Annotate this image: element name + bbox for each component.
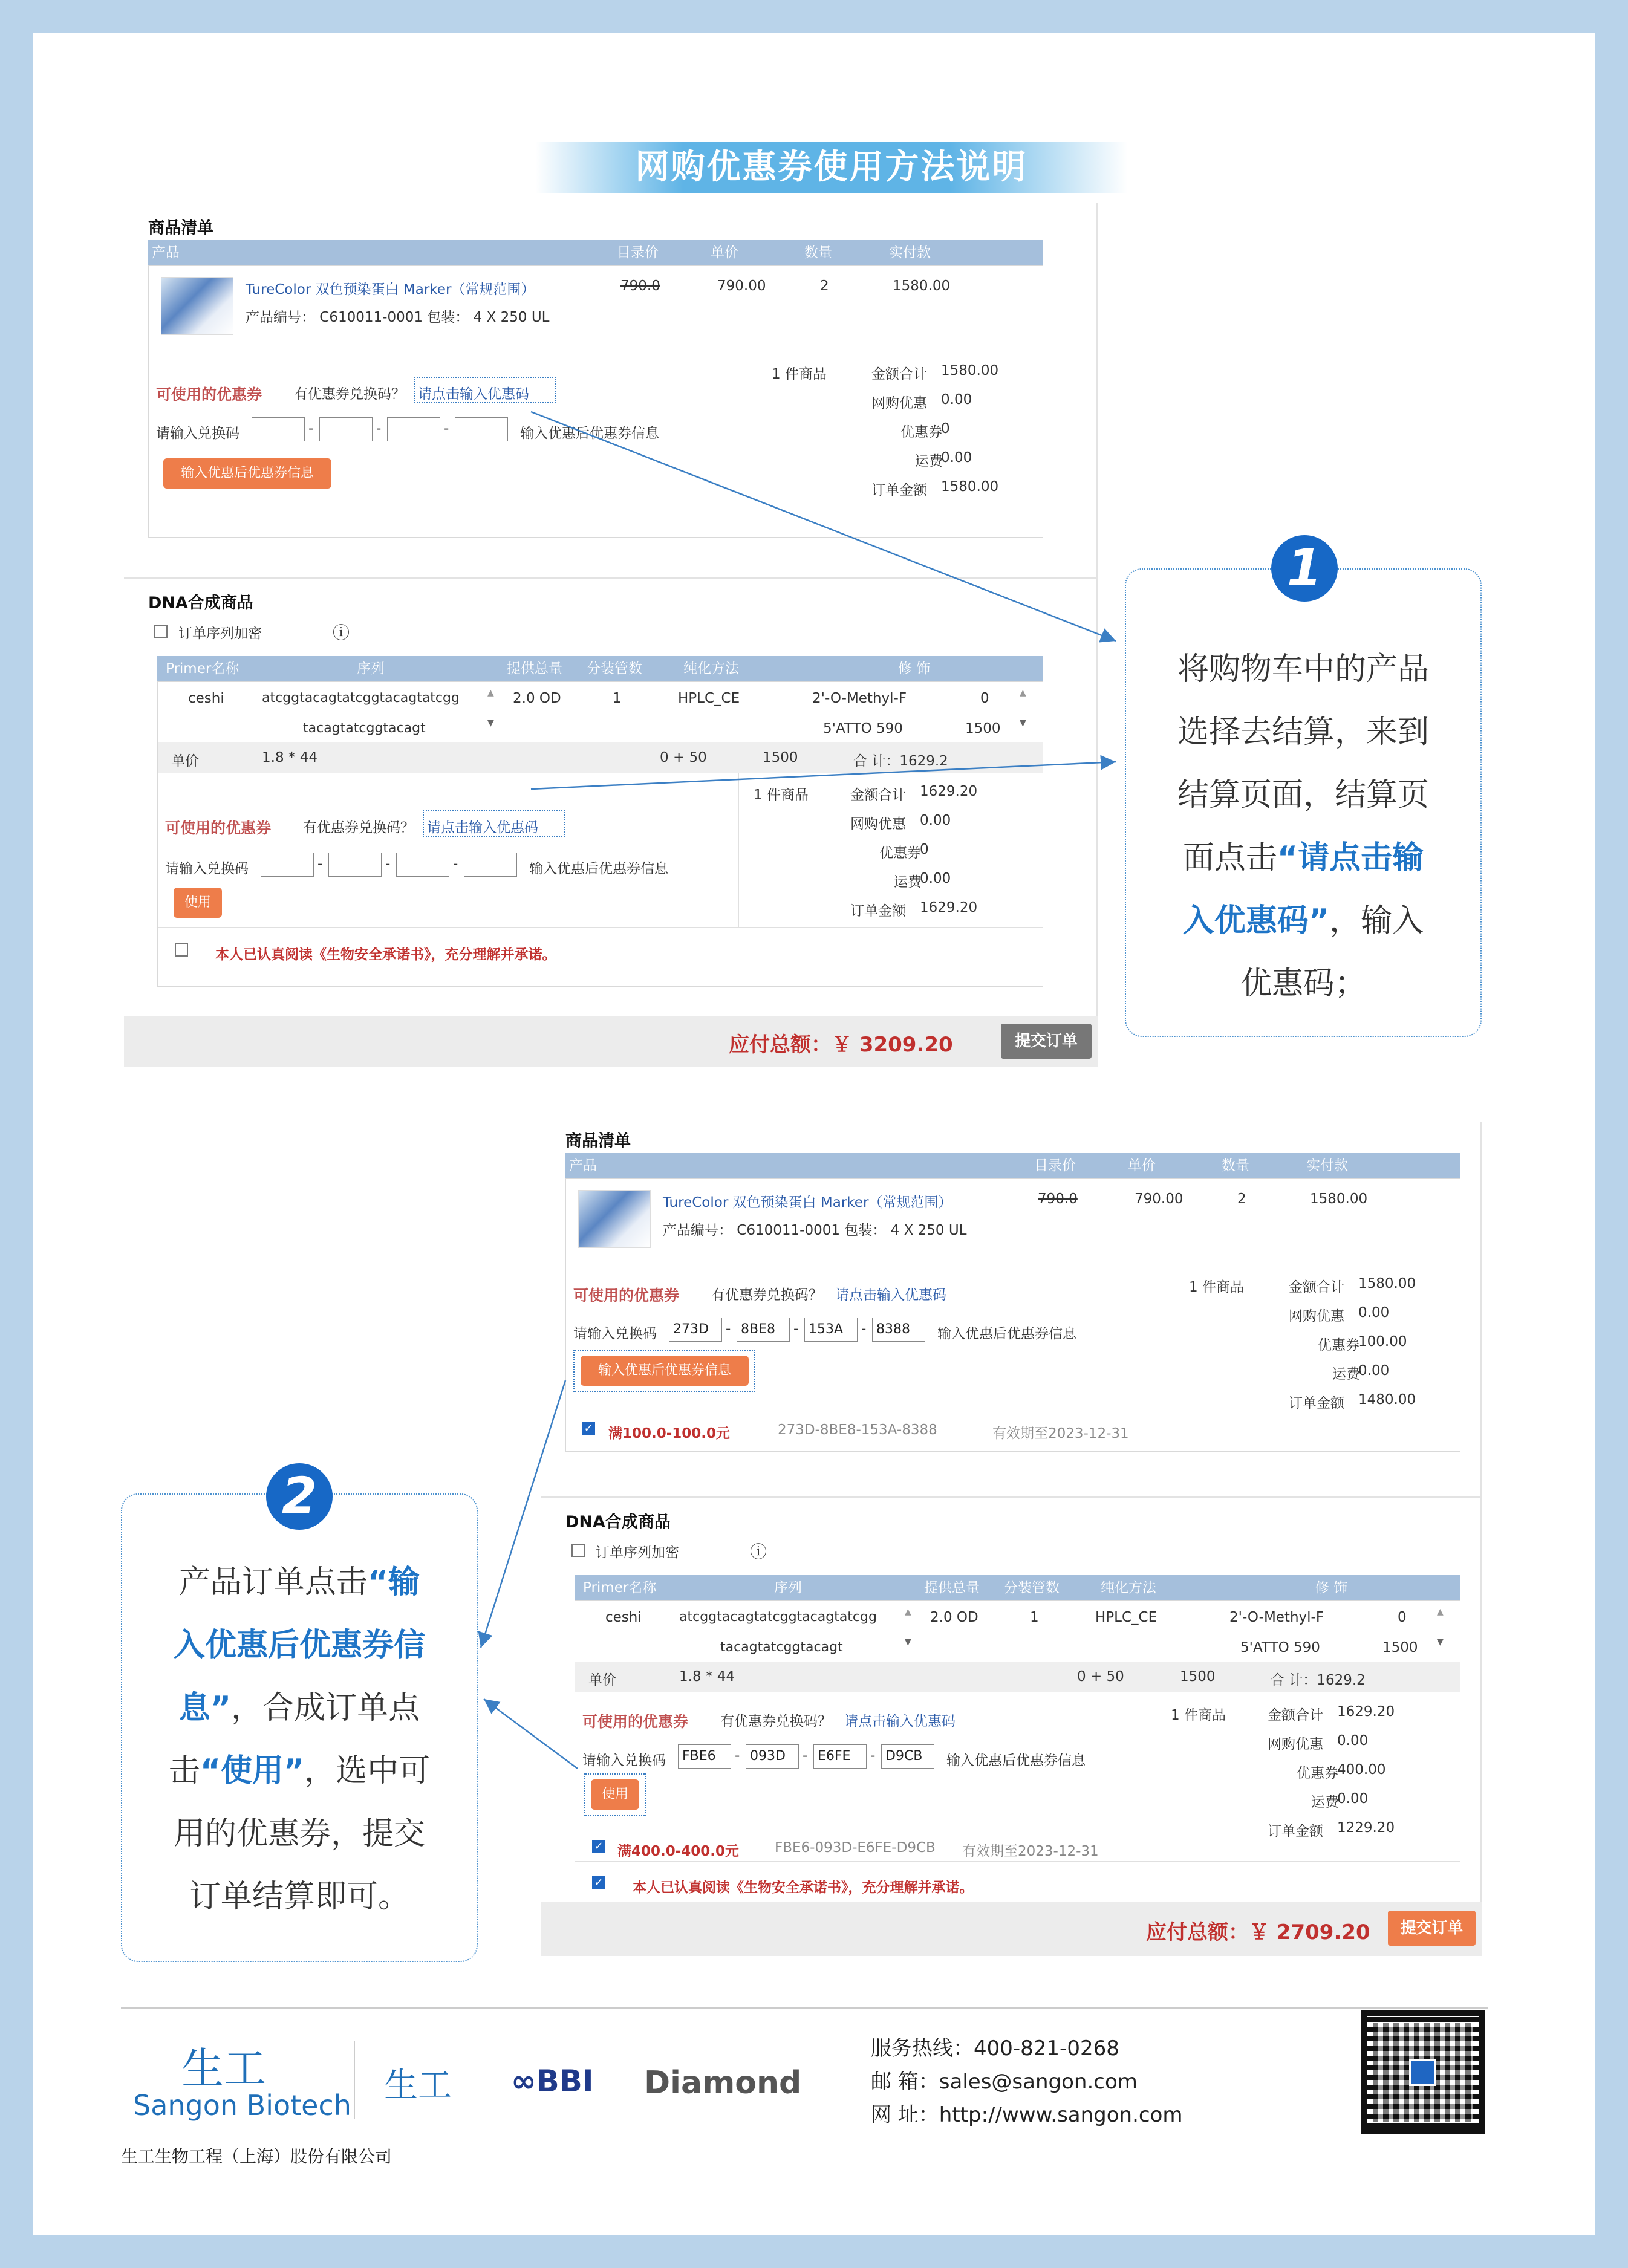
sum-value: 0.00: [1337, 1733, 1369, 1749]
col-product: 产品: [152, 245, 180, 261]
footer-divider: [121, 2007, 1488, 2009]
callout-line: 选择去结算，来到: [1177, 714, 1429, 750]
product-name-link[interactable]: TureColor 双色预染蛋白 Marker（常规范围）: [663, 1195, 952, 1210]
sum-label: 优惠券: [1297, 1766, 1338, 1781]
scroll-up-icon[interactable]: ▲: [1020, 688, 1026, 698]
agree-text: 本人已认真阅读《生物安全承诺书》，充分理解并承诺。: [215, 947, 556, 963]
step-1-badge: 1: [1271, 535, 1338, 602]
list-price: 790.0: [1038, 1191, 1078, 1207]
email: 邮 箱：sales@sangon.com: [871, 2070, 1138, 2094]
sum-value: 0.00: [920, 813, 951, 828]
modification: 2'-O-Methyl-F: [812, 690, 907, 706]
apply-coupon-button[interactable]: 输入优惠后优惠券信息: [581, 1356, 749, 1386]
col-list-price: 目录价: [1034, 1158, 1076, 1174]
sum-label: 优惠券: [900, 424, 942, 440]
unit-price: 790.00: [1135, 1191, 1184, 1207]
enter-hint: 输入优惠后优惠券信息: [946, 1753, 1086, 1769]
product-name-link[interactable]: TureColor 双色预染蛋白 Marker（常规范围）: [246, 282, 535, 297]
modification: 5'ATTO 590: [823, 721, 903, 736]
total-amount: 应付总额：￥ 2709.20: [1146, 1920, 1370, 1945]
enter-code-link[interactable]: 请点击输入优惠码: [418, 386, 529, 402]
quantity: 2: [1237, 1191, 1246, 1207]
dash: -: [453, 856, 458, 872]
callout-highlight: 息”: [178, 1690, 232, 1726]
coupon-code: 273D-8BE8-153A-8388: [778, 1422, 937, 1438]
col-paid: 实付款: [889, 245, 931, 261]
apply-coupon-button[interactable]: 输入优惠后优惠券信息: [163, 458, 331, 489]
callout-text: ，选中可: [304, 1753, 431, 1789]
unit-label: 单价: [171, 753, 199, 769]
product-code: 产品编号： C610011-0001 包装： 4 X 250 UL: [246, 310, 550, 325]
col-tubes: 分装管数: [1004, 1580, 1060, 1596]
agree-text: 本人已认真阅读《生物安全承诺书》，充分理解并承诺。: [633, 1880, 974, 1896]
sum-value: 0: [941, 421, 950, 437]
col-list-price: 目录价: [617, 245, 659, 261]
amount: 2.0 OD: [930, 1610, 978, 1625]
sum-label: 订单金额: [850, 903, 906, 919]
arrow: [531, 412, 1116, 641]
col-primer: Primer名称: [583, 1580, 657, 1596]
page-title: 网购优惠券使用方法说明: [535, 142, 1128, 193]
dash: -: [317, 856, 323, 872]
diamond-logo: Diamond: [644, 2065, 802, 2101]
col-purify: 纯化方法: [683, 661, 739, 677]
have-code-text: 有优惠券兑换码？: [711, 1287, 822, 1303]
primer-name: ceshi: [605, 1610, 642, 1625]
mod-price: 1500: [763, 750, 798, 765]
goods-heading: 商品清单: [148, 219, 213, 238]
dash: -: [793, 1321, 799, 1337]
arrow: [481, 1380, 565, 1648]
scroll-down-icon[interactable]: ▼: [1020, 718, 1026, 728]
item-count: 1 件商品: [772, 366, 827, 382]
sum-value: 1580.00: [1358, 1276, 1416, 1292]
scroll-up-icon[interactable]: ▲: [905, 1607, 911, 1617]
help-icon[interactable]: ⓘ: [750, 1542, 767, 1562]
purify-price: 0 + 50: [1077, 1669, 1124, 1685]
coupon-checkbox[interactable]: ✓: [592, 1840, 605, 1853]
coupon-expiry: 有效期至2023-12-31: [992, 1426, 1129, 1441]
modification-value: 0: [1398, 1610, 1407, 1625]
sum-label: 订单金额: [871, 483, 927, 498]
col-amount: 提供总量: [507, 661, 562, 677]
sum-value: 1229.20: [1337, 1820, 1395, 1836]
code-input-2[interactable]: 8BE8: [737, 1318, 790, 1342]
scroll-down-icon[interactable]: ▼: [487, 718, 494, 728]
unit-value: 1.8 * 44: [679, 1669, 735, 1685]
col-qty: 数量: [804, 245, 832, 261]
col-primer: Primer名称: [166, 661, 239, 677]
dash: -: [726, 1321, 731, 1337]
arrow: [531, 762, 1116, 789]
sum-label: 金额合计: [1268, 1707, 1323, 1723]
tubes: 1: [613, 690, 622, 706]
subtotal: 合 计：1629.2: [853, 753, 948, 769]
sum-value: 0.00: [920, 871, 951, 886]
code-input-3[interactable]: E6FE: [813, 1744, 867, 1769]
coupon-label: 可使用的优惠券: [582, 1713, 689, 1730]
modification: 2'-O-Methyl-F: [1229, 1610, 1324, 1625]
enter-hint: 输入优惠后优惠券信息: [937, 1326, 1076, 1342]
paid-amount: 1580.00: [1310, 1191, 1368, 1207]
col-product: 产品: [569, 1158, 597, 1174]
sum-label: 金额合计: [850, 787, 906, 803]
scroll-down-icon[interactable]: ▼: [1437, 1637, 1444, 1647]
col-mod: 修 饰: [1315, 1580, 1348, 1596]
sum-label: 网购优惠: [871, 395, 927, 411]
sum-label: 运费: [1311, 1795, 1339, 1810]
modification-value: 1500: [965, 721, 1001, 736]
scroll-up-icon[interactable]: ▲: [1437, 1607, 1444, 1617]
quantity: 2: [820, 278, 829, 294]
goods-heading: 商品清单: [565, 1132, 631, 1151]
unit-value: 1.8 * 44: [262, 750, 317, 765]
enter-code-label: 请输入兑换码: [156, 426, 239, 441]
callout-line: 结算页面，结算页: [1177, 777, 1429, 813]
dash: -: [444, 421, 449, 437]
product-code: 产品编号： C610011-0001 包装： 4 X 250 UL: [663, 1223, 967, 1238]
modification-value: 0: [980, 690, 989, 706]
item-count: 1 件商品: [1189, 1279, 1244, 1295]
list-price: 790.0: [620, 278, 660, 294]
coupon-name: 满400.0-400.0元: [617, 1844, 740, 1859]
coupon-code: FBE6-093D-E6FE-D9CB: [775, 1840, 936, 1856]
coupon-name: 满100.0-100.0元: [608, 1426, 731, 1441]
code-input-2[interactable]: 093D: [746, 1744, 799, 1769]
unit-label: 单价: [588, 1672, 616, 1688]
have-code-text: 有优惠券兑换码？: [294, 386, 405, 402]
company-name: 生工生物工程（上海）股份有限公司: [121, 2146, 392, 2166]
purify-price: 0 + 50: [660, 750, 707, 765]
code-input-3[interactable]: 153A: [804, 1318, 858, 1342]
submit-order-button[interactable]: 提交订单: [1388, 1911, 1476, 1946]
have-code-text: 有优惠券兑换码？: [303, 820, 414, 836]
col-paid: 实付款: [1306, 1158, 1348, 1174]
callout-text: ，合成订单点: [231, 1690, 420, 1726]
modification: 5'ATTO 590: [1240, 1640, 1320, 1656]
coupon-label: 可使用的优惠券: [165, 819, 272, 837]
dash: -: [870, 1748, 876, 1764]
col-seq: 序列: [774, 1580, 802, 1596]
col-unit-price: 单价: [1128, 1158, 1156, 1174]
sum-value: 0.00: [1358, 1305, 1390, 1321]
sum-label: 运费: [1332, 1366, 1360, 1382]
sum-label: 优惠券: [1318, 1337, 1359, 1353]
callout-line: 订单结算即可。: [189, 1879, 409, 1915]
unit-price: 790.00: [717, 278, 766, 294]
sum-label: 运费: [915, 453, 943, 469]
submit-order-button[interactable]: 提交订单: [1001, 1024, 1092, 1059]
dna-heading: DNA合成商品: [565, 1513, 671, 1532]
bbi-mark-icon: ∞: [511, 2064, 536, 2099]
sum-value: 1480.00: [1358, 1392, 1416, 1408]
sum-label: 网购优惠: [1268, 1737, 1323, 1752]
callout-line: 优惠码；: [1240, 966, 1366, 1002]
sequence-line: atcggtacagtatcggtacagtatcgg: [262, 690, 460, 706]
encrypt-label: 订单序列加密: [596, 1545, 679, 1561]
sum-value: 1580.00: [941, 363, 999, 379]
use-button[interactable]: 使用: [174, 888, 222, 918]
scroll-up-icon[interactable]: ▲: [487, 688, 494, 698]
logo-divider: [354, 2041, 355, 2119]
paid-amount: 1580.00: [893, 278, 951, 294]
col-mod: 修 饰: [898, 661, 931, 677]
code-input-1[interactable]: FBE6: [678, 1744, 731, 1769]
sequence-line: tacagtatcggtacagt: [720, 1640, 843, 1655]
sum-value: 1629.20: [920, 900, 978, 915]
code-input-4[interactable]: D9CB: [881, 1744, 934, 1769]
sum-value: 0: [920, 842, 929, 857]
sum-label: 订单金额: [1268, 1824, 1323, 1839]
callout-line: 用的优惠券，提交: [173, 1816, 425, 1852]
enter-hint: 输入优惠后优惠券信息: [520, 426, 659, 441]
sum-value: 100.00: [1358, 1334, 1407, 1350]
purify-method: HPLC_CE: [678, 690, 740, 706]
sum-label: 金额合计: [1289, 1279, 1344, 1295]
code-input-1[interactable]: 273D: [669, 1318, 722, 1342]
sangon-logo-en: Sangon Biotech: [133, 2089, 351, 2122]
qr-code-icon: [1367, 2016, 1479, 2128]
coupon-expiry: 有效期至2023-12-31: [962, 1844, 1099, 1859]
sum-label: 网购优惠: [850, 816, 906, 832]
step-2-badge: 2: [266, 1463, 333, 1530]
col-purify: 纯化方法: [1101, 1580, 1156, 1596]
amount: 2.0 OD: [513, 690, 561, 706]
subtotal: 合 计：1629.2: [1271, 1672, 1366, 1688]
callout-text: ，输入: [1329, 903, 1424, 939]
sum-value: 0.00: [1337, 1791, 1369, 1807]
sum-value: 1629.20: [1337, 1704, 1395, 1720]
page: [33, 33, 1595, 2235]
callout-highlight: 入优惠后优惠券信: [173, 1627, 425, 1663]
col-amount: 提供总量: [924, 1580, 980, 1596]
code-input-4[interactable]: 8388: [872, 1318, 925, 1342]
agree-checkbox[interactable]: ✓: [592, 1876, 605, 1889]
sum-label: 运费: [894, 874, 922, 890]
sum-value: 0.00: [1358, 1363, 1390, 1379]
coupon-checkbox[interactable]: ✓: [582, 1422, 595, 1435]
callout-text: 产品订单点击: [178, 1564, 368, 1600]
sangon-logo-cn: 生工: [181, 2044, 266, 2093]
arrows: [33, 33, 1595, 2235]
dash: -: [308, 421, 314, 437]
sangon-logo-2: 生工: [384, 2066, 452, 2105]
callout-line: 将购物车中的产品: [1177, 651, 1429, 687]
col-seq: 序列: [357, 661, 385, 677]
dash: -: [385, 856, 391, 872]
scroll-down-icon[interactable]: ▼: [905, 1637, 911, 1647]
arrow: [484, 1699, 578, 1769]
callout-highlight: 入优惠码”: [1182, 903, 1330, 939]
have-code-text: 有优惠券兑换码？: [720, 1714, 832, 1729]
bbi-logo: [511, 2064, 593, 2099]
callout-highlight: “请点击输: [1277, 840, 1424, 876]
callout-highlight: “使用”: [200, 1753, 305, 1789]
dna-heading: DNA合成商品: [148, 594, 253, 612]
sum-label: 优惠券: [879, 845, 921, 861]
enter-code-link[interactable]: 请点击输入优惠码: [427, 820, 538, 836]
col-qty: 数量: [1222, 1158, 1249, 1174]
item-count: 1 件商品: [754, 787, 809, 803]
sum-value: 1580.00: [941, 479, 999, 495]
sequence-line: atcggtacagtatcggtacagtatcgg: [679, 1610, 877, 1625]
use-button[interactable]: 使用: [591, 1779, 639, 1810]
enter-code-link[interactable]: 请点击输入优惠码: [844, 1714, 956, 1729]
item-count: 1 件商品: [1171, 1707, 1226, 1723]
primer-name: ceshi: [188, 690, 224, 706]
hotline: 服务热线：400-821-0268: [871, 2036, 1119, 2061]
sum-value: 400.00: [1337, 1762, 1386, 1778]
tubes: 1: [1030, 1610, 1039, 1625]
dash: -: [376, 421, 382, 437]
enter-code-link[interactable]: 请点击输入优惠码: [835, 1287, 946, 1303]
sum-label: 金额合计: [871, 366, 927, 382]
bbi-logo-text: BBI: [536, 2064, 594, 2099]
sum-label: 网购优惠: [1289, 1308, 1344, 1324]
modification-value: 1500: [1382, 1640, 1418, 1656]
coupon-label: 可使用的优惠券: [573, 1287, 680, 1304]
total-amount: 应付总额：￥ 3209.20: [729, 1033, 953, 1057]
coupon-label: 可使用的优惠券: [156, 386, 262, 403]
callout-highlight: “输: [367, 1564, 420, 1600]
sum-value: 0.00: [941, 392, 972, 408]
col-tubes: 分装管数: [587, 661, 642, 677]
callout-text: 击: [168, 1753, 200, 1789]
enter-code-label: 请输入兑换码: [165, 861, 249, 877]
encrypt-label: 订单序列加密: [178, 626, 262, 642]
dash: -: [861, 1321, 867, 1337]
purify-method: HPLC_CE: [1095, 1610, 1158, 1625]
enter-hint: 输入优惠后优惠券信息: [529, 861, 668, 877]
enter-code-label: 请输入兑换码: [573, 1326, 657, 1342]
col-unit-price: 单价: [711, 245, 738, 261]
sum-value: 0.00: [941, 450, 972, 466]
callout-text: 面点击: [1182, 840, 1277, 876]
sequence-line: tacagtatcggtacagt: [303, 721, 426, 736]
dash: -: [735, 1748, 740, 1764]
mod-price: 1500: [1180, 1669, 1216, 1685]
help-icon[interactable]: ⓘ: [333, 623, 350, 643]
website: 网 址：http://www.sangon.com: [871, 2103, 1183, 2127]
enter-code-label: 请输入兑换码: [582, 1753, 666, 1769]
sum-value: 1629.20: [920, 784, 978, 799]
dash: -: [803, 1748, 808, 1764]
sum-label: 订单金额: [1289, 1396, 1344, 1411]
